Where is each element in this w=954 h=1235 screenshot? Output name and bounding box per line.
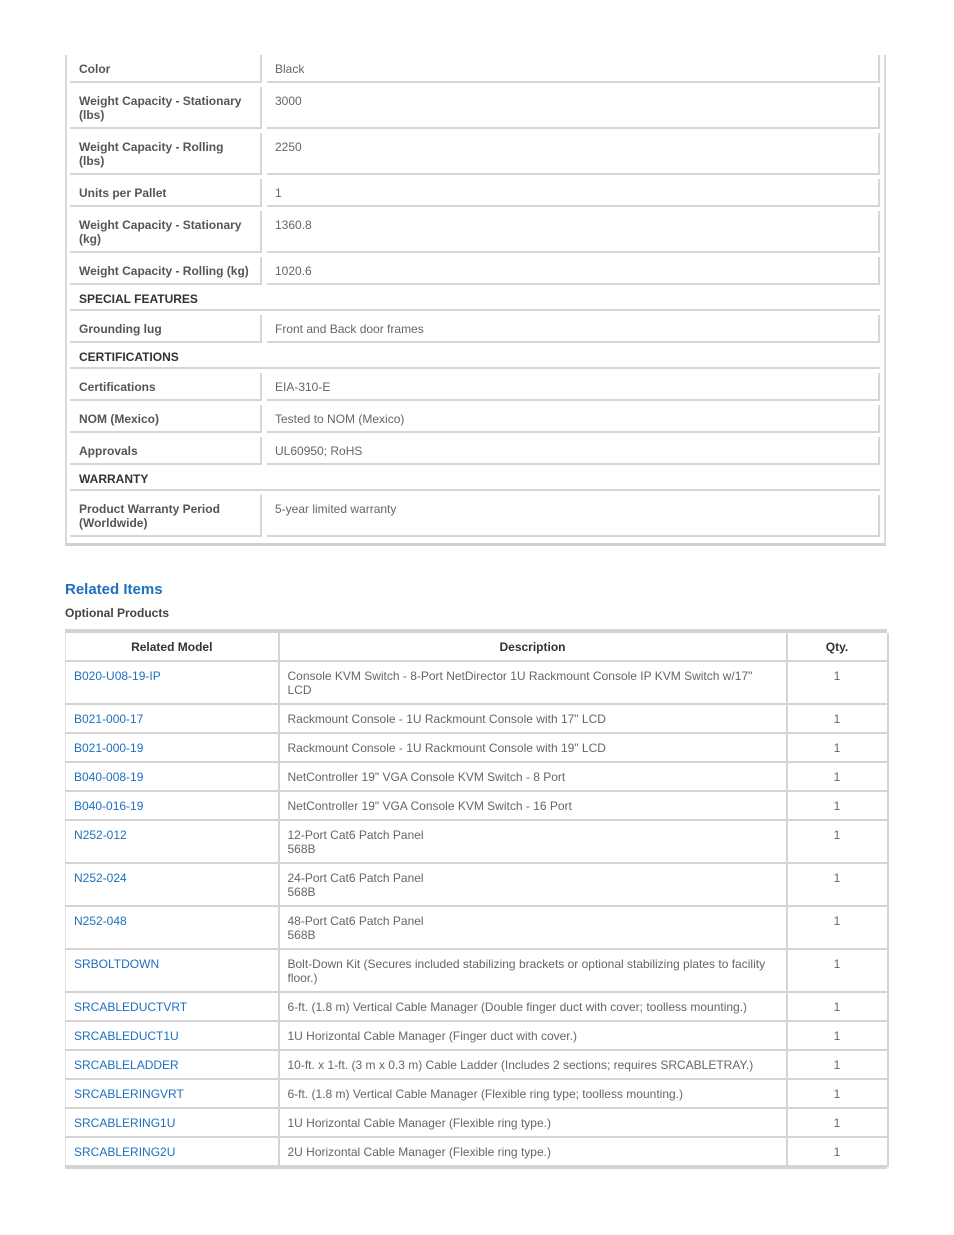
description-line: NetController 19" VGA Console KVM Switch - 8 Port	[287, 770, 566, 784]
spec-row	[70, 495, 880, 537]
model-cell	[66, 661, 279, 704]
description-line: 1U Horizontal Cable Manager (Flexible ring type.)	[287, 1116, 551, 1130]
description-line: 6-ft. (1.8 m) Vertical Cable Manager (Flexible ring type; toolless mounting.)	[287, 1087, 684, 1101]
qty-cell: 1	[787, 949, 888, 992]
description-line: NetController 19" VGA Console KVM Switch - 16 Port	[287, 799, 572, 813]
description-line: 48-Port Cat6 Patch Panel	[287, 914, 424, 928]
model-cell	[66, 1079, 279, 1108]
description-line: 568B	[287, 928, 316, 942]
description-line: Console KVM Switch - 8-Port NetDirector 1U Rackmount Console IP KVM Switch w/17" LCD	[287, 669, 753, 697]
model-link[interactable]: N252-048	[74, 914, 127, 928]
table-row	[66, 863, 888, 906]
spec-label: Product Warranty Period (Worldwide)	[70, 495, 262, 537]
model-link[interactable]: B040-016-19	[74, 799, 144, 813]
spec-label: Weight Capacity - Rolling (kg)	[70, 257, 262, 285]
spec-value: 2250	[267, 133, 880, 175]
model-link[interactable]: B021-000-19	[74, 741, 144, 755]
model-cell	[66, 791, 279, 820]
model-link[interactable]: SRCABLERING2U	[74, 1145, 176, 1159]
related-products-table	[65, 629, 887, 1169]
table-header-row	[66, 633, 888, 661]
model-link[interactable]: N252-024	[74, 871, 127, 885]
spec-row	[70, 133, 880, 175]
spec-label: Weight Capacity - Rolling (lbs)	[70, 133, 262, 175]
specifications-table	[65, 55, 886, 546]
spec-row	[70, 55, 880, 83]
spec-value: 1	[267, 179, 880, 207]
spec-value: 3000	[267, 87, 880, 129]
spec-value: 1360.8	[267, 211, 880, 253]
model-cell	[66, 906, 279, 949]
table-row	[66, 1021, 888, 1050]
spec-row	[70, 87, 880, 129]
spec-value: 1020.6	[267, 257, 880, 285]
qty-cell: 1	[787, 1021, 888, 1050]
model-link[interactable]: SRBOLTDOWN	[74, 957, 160, 971]
description-line: 12-Port Cat6 Patch Panel	[287, 828, 424, 842]
table-row	[66, 820, 888, 863]
spec-label: Certifications	[70, 373, 262, 401]
column-header-model: Related Model	[66, 633, 279, 661]
table-row	[66, 1050, 888, 1079]
spec-value: Tested to NOM (Mexico)	[267, 405, 880, 433]
spec-row	[70, 405, 880, 433]
spec-row	[70, 257, 880, 285]
table-row	[66, 1079, 888, 1108]
table-row	[66, 791, 888, 820]
description-cell	[279, 762, 787, 791]
description-cell	[279, 704, 787, 733]
spec-label: NOM (Mexico)	[70, 405, 262, 433]
spec-value: UL60950; RoHS	[267, 437, 880, 465]
qty-cell: 1	[787, 733, 888, 762]
description-line: 1U Horizontal Cable Manager (Finger duct with cover.)	[287, 1029, 577, 1043]
qty-cell: 1	[787, 992, 888, 1021]
model-cell	[66, 733, 279, 762]
spec-row	[70, 211, 880, 253]
related-items-heading: Related Items	[65, 581, 163, 598]
description-line: Rackmount Console - 1U Rackmount Console with 17" LCD	[287, 712, 606, 726]
table-row	[66, 762, 888, 791]
description-cell	[279, 1021, 787, 1050]
qty-cell: 1	[787, 791, 888, 820]
qty-cell: 1	[787, 1137, 888, 1166]
spec-label: Weight Capacity - Stationary (kg)	[70, 211, 262, 253]
description-line: Bolt-Down Kit (Secures included stabilizing brackets or optional stabilizing plates to facility floor.)	[287, 957, 766, 985]
column-header-qty: Qty.	[787, 633, 888, 661]
description-line: 568B	[287, 842, 316, 856]
description-cell	[279, 1050, 787, 1079]
description-line: 2U Horizontal Cable Manager (Flexible ring type.)	[287, 1145, 551, 1159]
model-link[interactable]: N252-012	[74, 828, 127, 842]
spec-value: Black	[267, 55, 880, 83]
table-row	[66, 733, 888, 762]
model-cell	[66, 820, 279, 863]
spec-label: Units per Pallet	[70, 179, 262, 207]
description-line: 10-ft. x 1-ft. (3 m x 0.3 m) Cable Ladder (Includes 2 sections; requires SRCABLETRAY.)	[287, 1058, 754, 1072]
table-row	[66, 992, 888, 1021]
spec-label: Color	[70, 55, 262, 83]
table-row	[66, 1108, 888, 1137]
qty-cell: 1	[787, 1108, 888, 1137]
model-link[interactable]: B020-U08-19-IP	[74, 669, 161, 683]
table-row	[66, 949, 888, 992]
table-row	[66, 1137, 888, 1166]
description-cell	[279, 992, 787, 1021]
spec-value: EIA-310-E	[267, 373, 880, 401]
spec-row	[70, 315, 880, 343]
model-cell	[66, 992, 279, 1021]
model-cell	[66, 1137, 279, 1166]
model-link[interactable]: SRCABLERINGVRT	[74, 1087, 184, 1101]
model-link[interactable]: B021-000-17	[74, 712, 144, 726]
spec-row	[70, 373, 880, 401]
model-link[interactable]: B040-008-19	[74, 770, 144, 784]
qty-cell: 1	[787, 1079, 888, 1108]
description-cell	[279, 1137, 787, 1166]
optional-products-subheading: Optional Products	[65, 606, 170, 620]
spec-value: 5-year limited warranty	[267, 495, 880, 537]
qty-cell: 1	[787, 820, 888, 863]
description-cell	[279, 906, 787, 949]
qty-cell: 1	[787, 762, 888, 791]
description-cell	[279, 661, 787, 704]
section-header: SPECIAL FEATURES	[70, 287, 880, 311]
qty-cell: 1	[787, 1050, 888, 1079]
description-cell	[279, 820, 787, 863]
spec-label: Grounding lug	[70, 315, 262, 343]
description-cell	[279, 863, 787, 906]
model-link[interactable]: SRCABLEDUCTVRT	[74, 1000, 188, 1014]
qty-cell: 1	[787, 863, 888, 906]
model-cell	[66, 1050, 279, 1079]
model-cell	[66, 863, 279, 906]
table-row	[66, 661, 888, 704]
spec-label: Weight Capacity - Stationary (lbs)	[70, 87, 262, 129]
section-header: WARRANTY	[70, 467, 880, 491]
spec-value: Front and Back door frames	[267, 315, 880, 343]
description-line: 24-Port Cat6 Patch Panel	[287, 871, 424, 885]
model-link[interactable]: SRCABLEDUCT1U	[74, 1029, 179, 1043]
spec-row	[70, 179, 880, 207]
description-cell	[279, 791, 787, 820]
model-cell	[66, 704, 279, 733]
spec-row	[70, 437, 880, 465]
description-line: 6-ft. (1.8 m) Vertical Cable Manager (Double finger duct with cover; toolless mounting.)	[287, 1000, 748, 1014]
table-row	[66, 704, 888, 733]
qty-cell: 1	[787, 704, 888, 733]
model-cell	[66, 1021, 279, 1050]
description-line: Rackmount Console - 1U Rackmount Console with 19" LCD	[287, 741, 606, 755]
model-cell	[66, 1108, 279, 1137]
table-row	[66, 906, 888, 949]
description-cell	[279, 1079, 787, 1108]
qty-cell: 1	[787, 906, 888, 949]
section-header: CERTIFICATIONS	[70, 345, 880, 369]
column-header-description: Description	[279, 633, 787, 661]
qty-cell: 1	[787, 661, 888, 704]
description-cell	[279, 733, 787, 762]
model-cell	[66, 762, 279, 791]
description-line: 568B	[287, 885, 316, 899]
model-cell	[66, 949, 279, 992]
spec-label: Approvals	[70, 437, 262, 465]
model-link[interactable]: SRCABLELADDER	[74, 1058, 179, 1072]
description-cell	[279, 949, 787, 992]
description-cell	[279, 1108, 787, 1137]
model-link[interactable]: SRCABLERING1U	[74, 1116, 176, 1130]
